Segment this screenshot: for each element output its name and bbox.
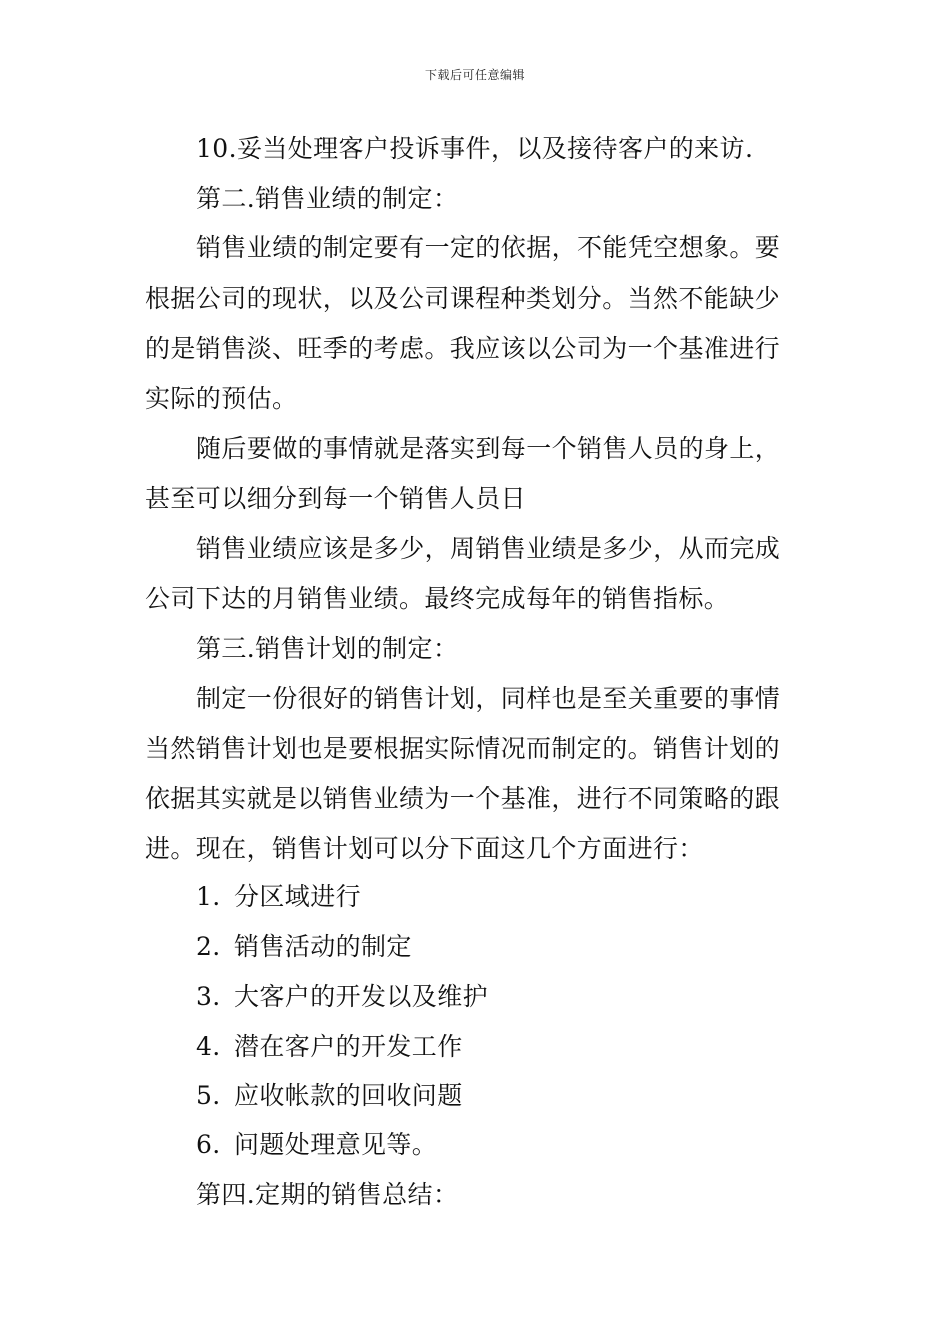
body-line: 制定一份很好的销售计划，同样也是至关重要的事情 — [196, 684, 781, 713]
body-line: 的是销售淡、旺季的考虑。我应该以公司为一个基准进行 — [145, 334, 781, 363]
body-line: 销售业绩应该是多少，周销售业绩是多少，从而完成 — [196, 534, 781, 563]
list-number: 3. — [196, 982, 221, 1011]
body-line: 销售业绩的制定要有一定的依据，不能凭空想象。要 — [196, 233, 781, 262]
list-number: 4. — [196, 1032, 221, 1061]
body-line: 随后要做的事情就是落实到每一个销售人员的身上， — [196, 434, 781, 463]
list-text: 分区域进行 — [234, 882, 362, 911]
body-line: 10.妥当处理客户投诉事件，以及接待客户的来访. — [196, 134, 754, 163]
section-heading: 第二.销售业绩的制定： — [196, 184, 459, 213]
body-line: 依据其实就是以销售业绩为一个基准，进行不同策略的跟 — [145, 784, 781, 813]
section-heading: 第三.销售计划的制定： — [196, 634, 459, 663]
list-item — [196, 931, 412, 963]
list-number: 1. — [196, 882, 221, 911]
list-item — [196, 981, 488, 1013]
body-line: 甚至可以细分到每一个销售人员日 — [145, 484, 527, 513]
list-item — [196, 1129, 437, 1161]
list-number: 2. — [196, 932, 221, 961]
body-line: 进。现在，销售计划可以分下面这几个方面进行： — [145, 834, 704, 863]
list-number: 6. — [196, 1130, 221, 1159]
section-heading: 第四.定期的销售总结： — [196, 1180, 459, 1209]
list-text: 问题处理意见等。 — [234, 1130, 438, 1159]
page-header: 下载后可任意编辑 — [424, 68, 525, 82]
body-line: 根据公司的现状，以及公司课程种类划分。当然不能缺少 — [145, 284, 781, 313]
body-line: 当然销售计划也是要根据实际情况而制定的。销售计划的 — [145, 734, 781, 763]
list-text: 应收帐款的回收问题 — [234, 1081, 463, 1110]
list-text: 销售活动的制定 — [234, 932, 412, 961]
body-line: 实际的预估。 — [145, 384, 298, 413]
list-text: 潜在客户的开发工作 — [234, 1032, 463, 1061]
body-line: 公司下达的月销售业绩。最终完成每年的销售指标。 — [145, 584, 730, 613]
list-number: 5. — [196, 1081, 221, 1110]
list-item — [196, 1080, 463, 1112]
list-text: 大客户的开发以及维护 — [234, 982, 489, 1011]
list-item — [196, 881, 361, 913]
list-item — [196, 1031, 463, 1063]
